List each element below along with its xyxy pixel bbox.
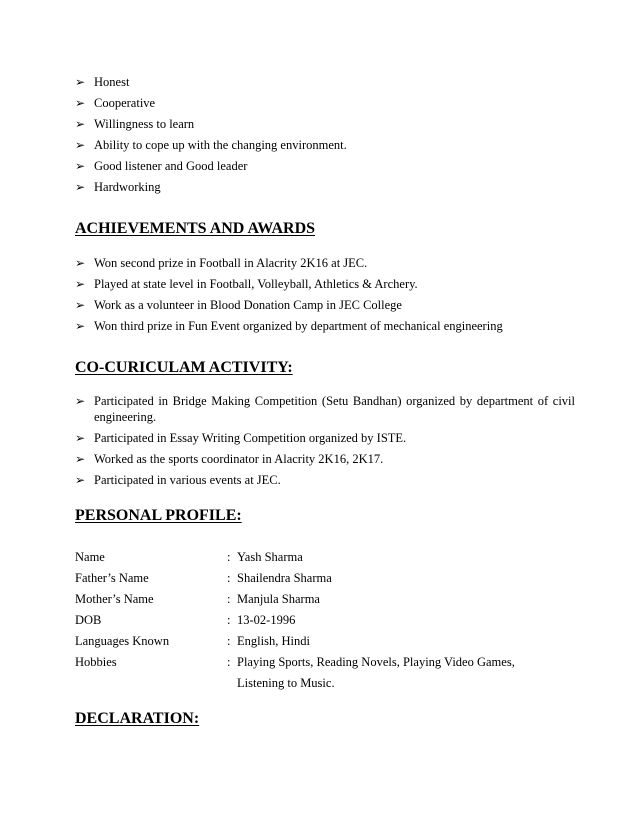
profile-separator: : <box>227 613 231 627</box>
profile-separator: : <box>227 655 231 669</box>
list-item: ➢ Honest <box>75 75 130 89</box>
profile-value: English, Hindi <box>237 634 310 648</box>
arrow-bullet-icon: ➢ <box>75 159 86 173</box>
list-item: ➢ Work as a volunteer in Blood Donation Camp in JEC College <box>75 298 402 312</box>
personal-profile-table <box>75 549 575 696</box>
achievements-heading: ACHIEVEMENTS AND AWARDS <box>75 220 316 237</box>
profile-label: DOB <box>75 613 102 627</box>
list-item: ➢ Hardworking <box>75 180 161 194</box>
profile-separator: : <box>227 592 231 606</box>
list-item: ➢ Played at state level in Football, Volleyball, Athletics & Archery. <box>75 277 418 291</box>
list-item: ➢ Won third prize in Fun Event organized by department of mechanical engineering <box>75 319 503 333</box>
list-item: ➢ Willingness to learn <box>75 117 195 131</box>
list-item: ➢ Worked as the sports coordinator in Alacrity 2K16, 2K17. <box>75 452 384 466</box>
qualities-list <box>75 74 575 200</box>
profile-row-hobbies <box>75 654 575 691</box>
list-item: ➢ Won second prize in Football in Alacrity 2K16 at JEC. <box>75 256 368 270</box>
profile-value: Yash Sharma <box>237 550 303 564</box>
arrow-bullet-icon: ➢ <box>75 180 86 194</box>
profile-label: Hobbies <box>75 655 117 669</box>
profile-separator: : <box>227 634 231 648</box>
arrow-bullet-icon: ➢ <box>75 96 86 110</box>
profile-label: Languages Known <box>75 634 170 648</box>
list-item: ➢ Ability to cope up with the changing environment. <box>75 138 347 152</box>
profile-label: Father’s Name <box>75 571 149 585</box>
list-item: ➢ Participated in Bridge Making Competition (Setu Bandhan) organized by department of civil engineering. <box>75 394 575 424</box>
profile-value: Shailendra Sharma <box>237 571 332 585</box>
profile-separator: : <box>227 571 231 585</box>
list-item: ➢ Good listener and Good leader <box>75 159 248 173</box>
arrow-bullet-icon: ➢ <box>75 298 86 312</box>
arrow-bullet-icon: ➢ <box>75 256 86 270</box>
profile-row-mother <box>75 591 575 607</box>
hobbies-line-2: Listening to Music. <box>237 676 335 690</box>
profile-row-father <box>75 570 575 586</box>
profile-label: Mother’s Name <box>75 592 154 606</box>
arrow-bullet-icon: ➢ <box>75 394 86 408</box>
arrow-bullet-icon: ➢ <box>75 431 86 445</box>
hobbies-line-1: Playing Sports, Reading Novels, Playing Video Games, <box>237 655 515 669</box>
profile-row-languages <box>75 633 575 649</box>
list-item: ➢ Participated in various events at JEC. <box>75 473 281 487</box>
profile-value <box>237 654 575 691</box>
list-item: ➢ Cooperative <box>75 96 156 110</box>
cocurricular-list <box>75 393 575 493</box>
list-item: ➢ Participated in Essay Writing Competition organized by ISTE. <box>75 431 407 445</box>
arrow-bullet-icon: ➢ <box>75 277 86 291</box>
personal-profile-heading: PERSONAL PROFILE: <box>75 507 242 524</box>
achievements-list <box>75 255 575 339</box>
profile-value: Manjula Sharma <box>237 592 320 606</box>
profile-value: 13-02-1996 <box>237 613 296 627</box>
arrow-bullet-icon: ➢ <box>75 75 86 89</box>
profile-label: Name <box>75 550 105 564</box>
cocurricular-heading: CO-CURICULAM ACTIVITY: <box>75 359 293 376</box>
arrow-bullet-icon: ➢ <box>75 319 86 333</box>
profile-separator: : <box>227 550 231 564</box>
arrow-bullet-icon: ➢ <box>75 138 86 152</box>
arrow-bullet-icon: ➢ <box>75 452 86 466</box>
arrow-bullet-icon: ➢ <box>75 117 86 131</box>
declaration-heading: DECLARATION: <box>75 710 200 727</box>
arrow-bullet-icon: ➢ <box>75 473 86 487</box>
profile-row-name <box>75 549 575 565</box>
profile-row-dob <box>75 612 575 628</box>
